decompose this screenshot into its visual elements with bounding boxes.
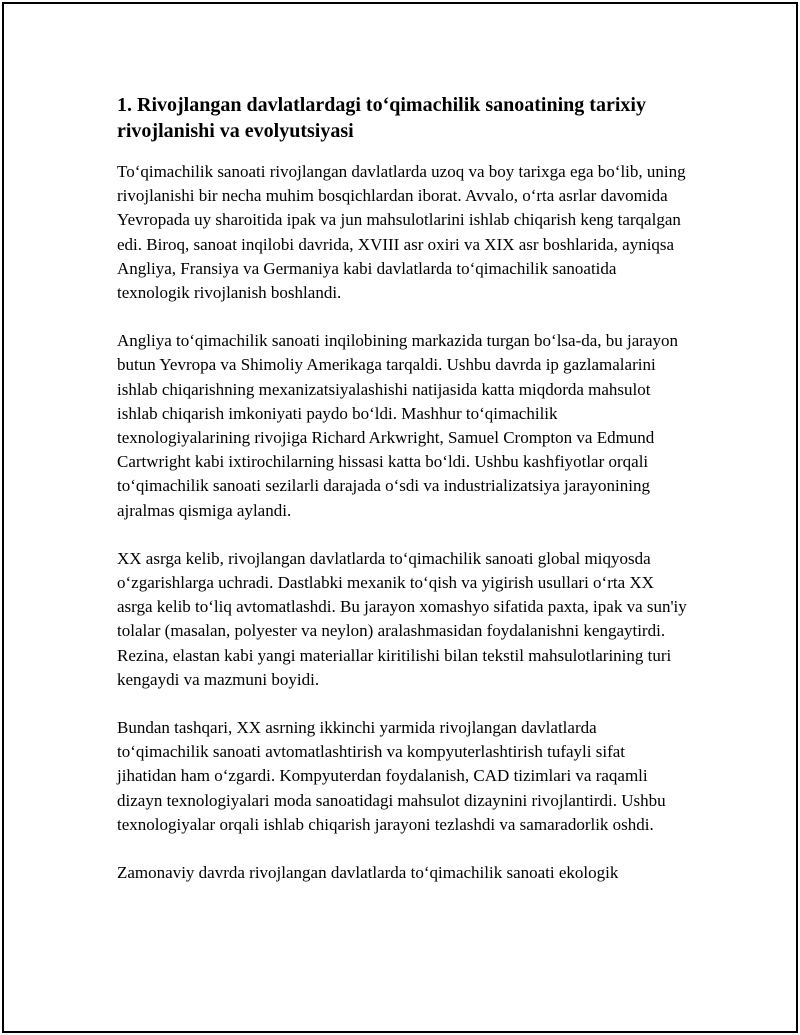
document-body xyxy=(117,92,687,909)
paragraph-2: Angliya to‘qimachilik sanoati inqilobining markazida turgan bo‘lsa-da, bu jarayon butun Yevropa va Shimoliy Amerikaga tarqaldi. Ushbu davrda ip gazlamalarini ishlab chiqarishning mexanizatsiyalashishi natijasida katta miqdorda mahsulot ishlab chiqarish imkoniyati paydo bo‘ldi. Mashhur to‘qimachilik texnologiyalarining rivojiga Richard Arkwright, Samuel Crompton va Edmund Cartwright kabi ixtirochilarning hissasi katta bo‘ldi. Ushbu kashfiyotlar orqali to‘qimachilik sanoati sezilarli darajada o‘sdi va industrializatsiya jarayonining ajralmas qismiga aylandi. xyxy=(117,331,679,520)
paragraph-3: XX asrga kelib, rivojlangan davlatlarda to‘qimachilik sanoati global miqyosda o‘zgarishlarga uchradi. Dastlabki mexanik to‘qish va yigirish usullari o‘rta XX asrga kelib to‘liq avtomatlashdi. Bu jarayon xomashyo sifatida paxta, ipak va sun'iy tolalar (masalan, polyester va neylon) aralashmasidan foydalanishni kengaytirdi. Rezina, elastan kabi yangi materiallar kiritilishi bilan tekstil mahsulotlarining turi kengaydi va mazmuni boyidi. xyxy=(117,548,687,689)
paragraph-1: To‘qimachilik sanoati rivojlangan davlatlarda uzoq va boy tarixga ega bo‘lib, uning rivojlanishi bir necha muhim bosqichlardan iborat. Avvalo, o‘rta asrlar davomida Yevropada uy sharoitida ipak va jun mahsulotlarini ishlab chiqarish keng tarqalgan edi. Biroq, sanoat inqilobi davrida, XVIII asr oxiri va XIX asr boshlarida, ayniqsa Angliya, Fransiya va Germaniya kabi davlatlarda to‘qimachilik sanoatida texnologik rivojlanish boshlandi. xyxy=(117,162,686,303)
paragraph-5: Zamonaviy davrda rivojlangan davlatlarda to‘qimachilik sanoati ekologik xyxy=(117,863,619,883)
paragraph-4: Bundan tashqari, XX asrning ikkinchi yarmida rivojlangan davlatlarda to‘qimachilik sanoati avtomatlashtirish va kompyuterlashtirish tufayli sifat jihatidan ham o‘zgardi. Kompyuterdan foydalanish, CAD tizimlari va raqamli dizayn texnologiyalari moda sanoatidagi mahsulot dizaynini rivojlantirdi. Ushbu texnologiyalar orqali ishlab chiqarish jarayoni tezlashdi va samaradorlik oshdi. xyxy=(117,718,666,834)
section-heading: 1. Rivojlangan davlatlardagi to‘qimachilik sanoatining tarixiy rivojlanishi va evolyutsiyasi xyxy=(117,94,646,142)
